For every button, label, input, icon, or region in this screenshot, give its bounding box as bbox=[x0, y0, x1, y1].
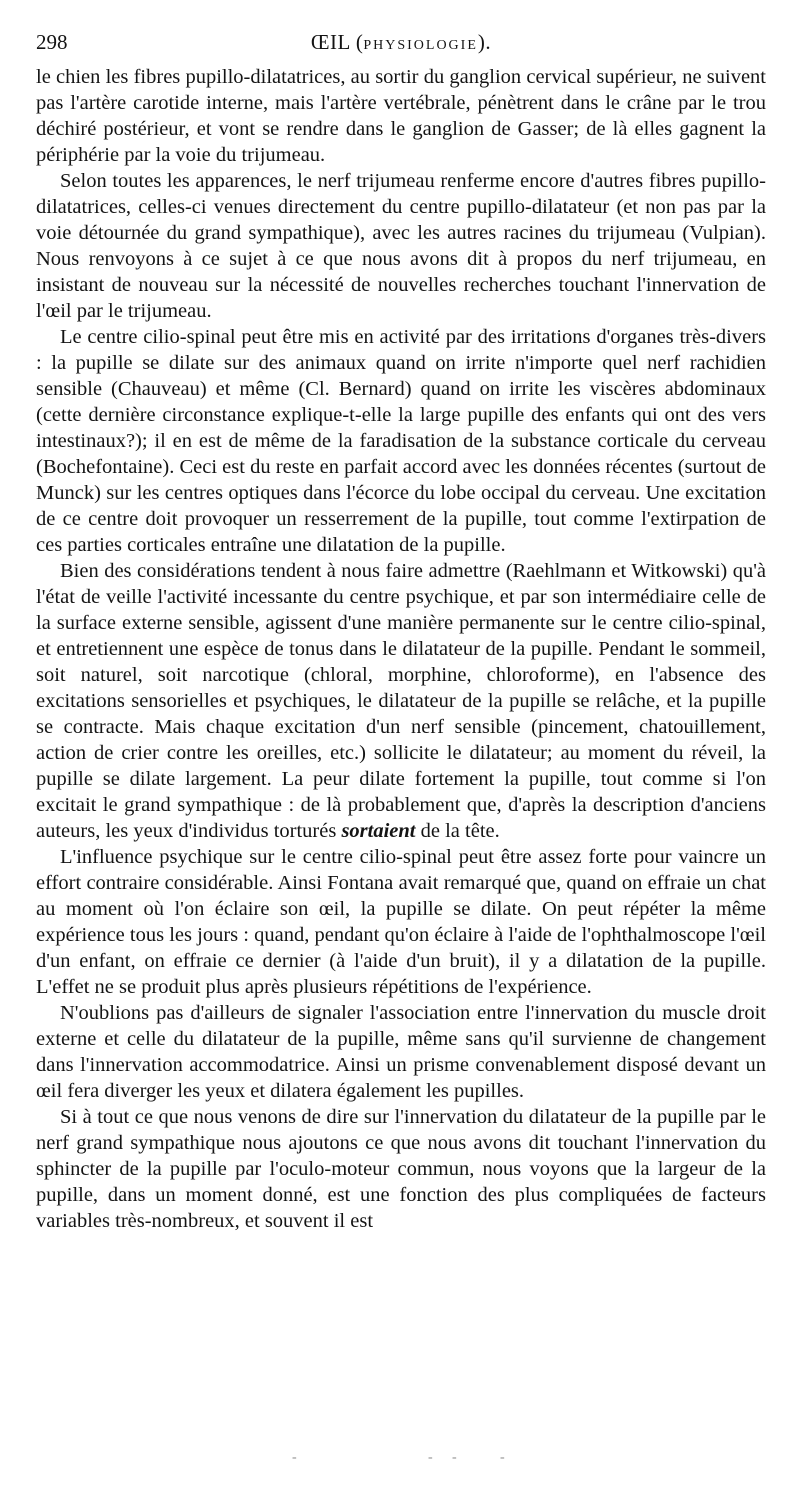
paragraph-5 bbox=[36, 844, 766, 1000]
paragraph-text: Si à tout ce que nous venons de dire sur l'innervation du dilatateur de la pupille par le nerf grand sympathique nous ajoutons ce que nous avons dit touchant l'innervation du sphincter de la pupille par l'oculo-moteur commun, nous voyons que la largeur de la pupille, dans un moment donné, est une fonction des plus compliquées de facteurs variables très-nombreux, et souvent il est bbox=[36, 1106, 766, 1232]
paragraph-7 bbox=[36, 1104, 766, 1234]
paragraph-3 bbox=[36, 324, 766, 558]
paragraph-4 bbox=[36, 558, 766, 844]
paragraph-text: Selon toutes les apparences, le nerf trijumeau renferme encore d'autres fibres pupillo-dilatatrices, celles-ci venues directement du centre pupillo-dilatateur (et non pas par la voie détournée du grand sympathique), avec les autres racines du trijumeau (Vulpian). Nous renvoyons à ce sujet à ce que nous avons dit à propos du nerf trijumeau, en insistant de nouveau sur la nécessité de nouvelles recherches touchant l'innervation de l'œil par le trijumeau. bbox=[36, 170, 766, 322]
running-title-end: ). bbox=[477, 30, 492, 54]
running-title-smallcaps: PHYSIOLOGIE bbox=[363, 38, 478, 53]
paragraph-text: L'influence psychique sur le centre cilio-spinal peut être assez forte pour vaincre un effort contraire considérable. Ainsi Fontana avait remarqué que, quand on effraie un chat au moment où l'on éclaire son œil, la pupille se dilate. On peut répéter la même expérience tous les jours : quand, pendant qu'on éclaire à l'aide de l'ophthalmoscope l'œil d'un enfant, on effraie ce dernier (à l'aide d'un bruit), il y a dilatation de la pupille. L'effet ne se produit plus après plusieurs répétitions de l'expérience. bbox=[36, 846, 766, 998]
page-number: 298 bbox=[36, 30, 68, 54]
paragraph-text: N'oublions pas d'ailleurs de signaler l'association entre l'innervation du muscle droit externe et celle du dilatateur de la pupille, même sans qu'il survienne de changement dans l'innervation accommodatrice. Ainsi un prisme convenablement disposé devant un œil fera diverger les yeux et dilatera également les pupilles. bbox=[36, 1002, 766, 1102]
footer-mark: - bbox=[428, 1450, 433, 1465]
running-title bbox=[36, 28, 766, 60]
paragraph-text: le chien les fibres pupillo-dilatatrices, au sortir du ganglion cervical supérieur, ne suivent pas l'artère carotide interne, mais l'artère vertébrale, pénètrent dans le crâne par le trou déchiré postérieur, et vont se rendre dans le ganglion de Gasser; de là elles gagnent la périphérie par la voie du trijumeau. bbox=[36, 66, 766, 166]
footer-mark: - bbox=[500, 1450, 505, 1465]
paragraph-1 bbox=[36, 64, 766, 168]
paragraph-text: Bien des considérations tendent à nous faire admettre (Raehlmann et Witkowski) qu'à l'état de veille l'activité incessante du centre psychique, et par son intermédiaire celle de la surface externe sensible, agissent d'une manière permanente sur le centre cilio-spinal, et entretiennent une espèce de tonus dans le dilatateur de la pupille. Pendant le sommeil, soit naturel, soit narcotique (chloral, morphine, chloroforme), en l'absence des excitations sensorielles et psychiques, le dilatateur de la pupille se relâche, et la pupille se contracte. Mais chaque excitation d'un nerf sensible (pincement, chatouillement, action de crier contre les oreilles, etc.) sollicite le dilatateur; au moment du réveil, la pupille se dilate largement. La peur dilate fortement la pupille, tout comme si l'on excitait le grand sympathique : de là probablement que, d'après la description d'anciens auteurs, les yeux d'individus torturés bbox=[36, 560, 766, 842]
running-title-main: ŒIL ( bbox=[310, 30, 364, 54]
page-header bbox=[36, 28, 766, 56]
paragraph-6 bbox=[36, 1000, 766, 1104]
emphasized-word: sortaient bbox=[341, 820, 416, 842]
paragraph-text: Le centre cilio-spinal peut être mis en activité par des irritations d'organes très-divers : la pupille se dilate sur des animaux quand on irrite n'importe quel nerf rachidien sensible (Chauveau) et même (Cl. Bernard) quand on irrite les viscères abdominaux (cette dernière circonstance explique-t-elle la large pupille des enfants qui ont des vers intestinaux?); il en est de même de la faradisation de la substance corticale du cerveau (Bochefontaine). Ceci est du reste en parfait accord avec les données récentes (surtout de Munck) sur les centres optiques dans l'écorce du lobe occipal du cerveau. Une excitation de ce centre doit provoquer un resserrement de la pupille, tout comme l'extirpation de ces parties corticales entraîne une dilatation de la pupille. bbox=[36, 326, 766, 556]
body-text bbox=[36, 64, 766, 1234]
footer-mark: - bbox=[292, 1450, 297, 1465]
paragraph-2 bbox=[36, 168, 766, 324]
paragraph-text-end: de la tête. bbox=[415, 820, 500, 842]
footer-marks bbox=[0, 1450, 800, 1466]
footer-mark: - bbox=[452, 1450, 457, 1465]
